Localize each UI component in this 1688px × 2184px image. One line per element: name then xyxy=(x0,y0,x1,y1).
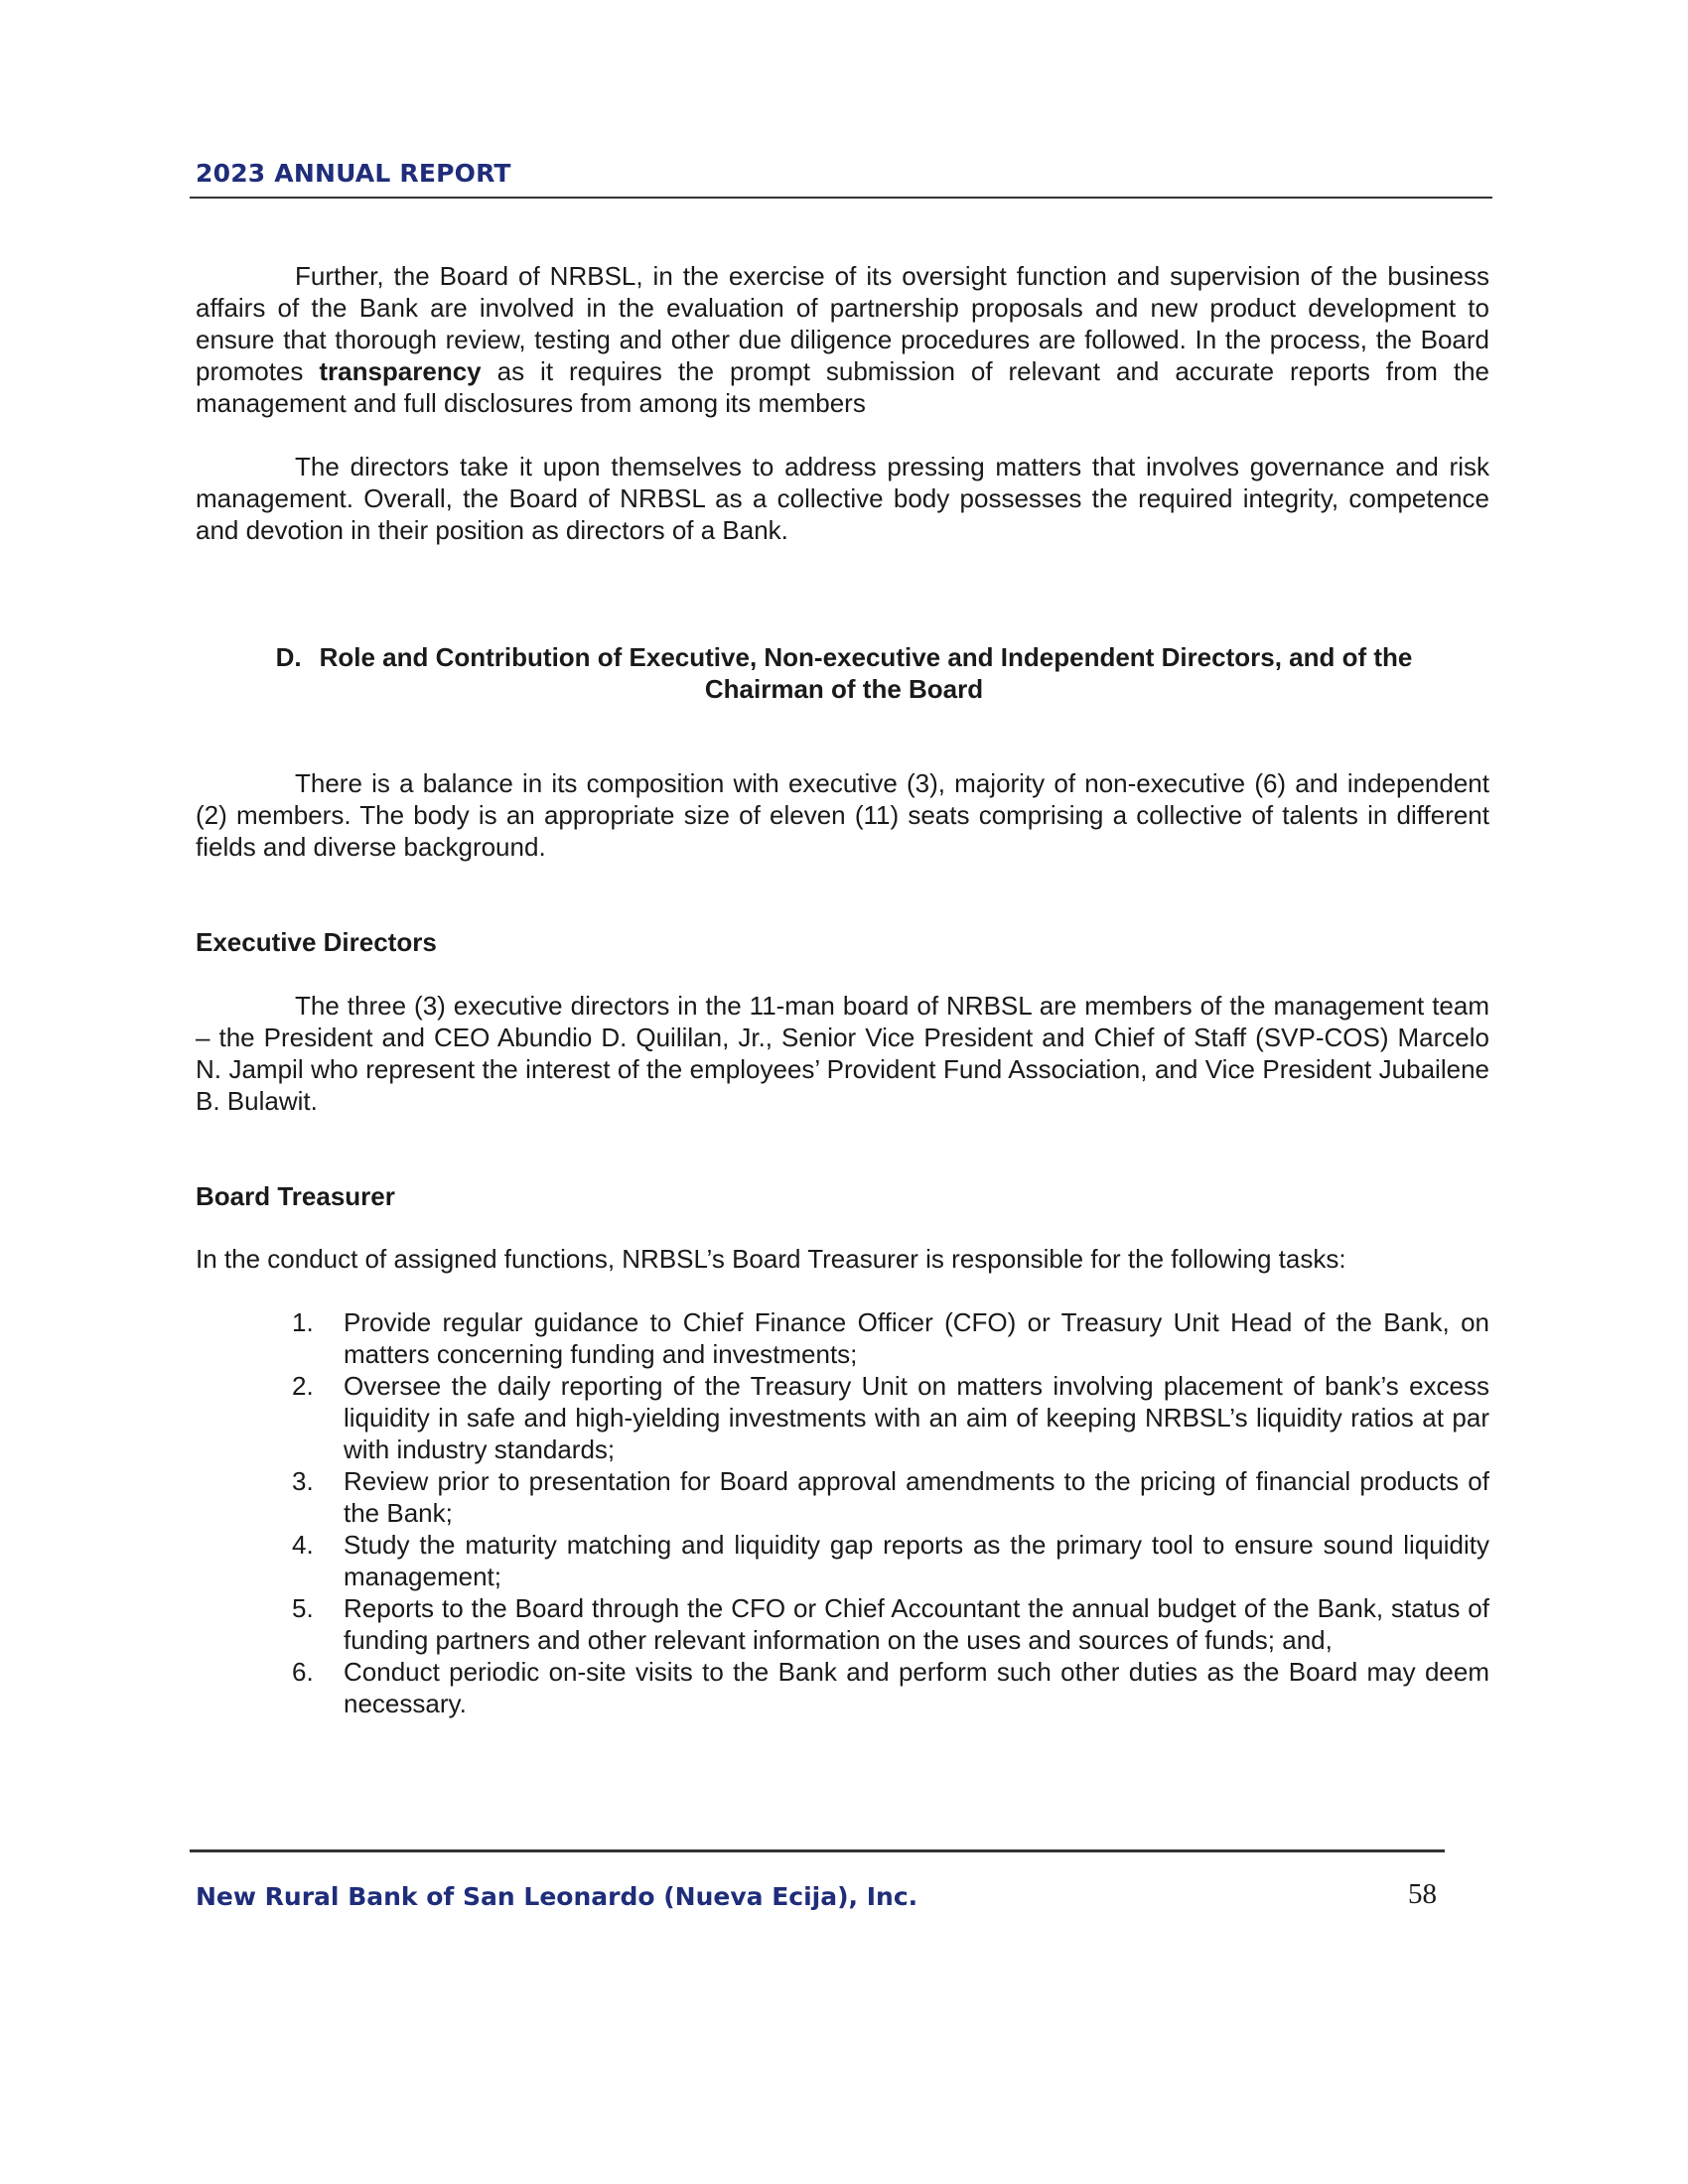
list-item-number: 4. xyxy=(292,1530,314,1560)
paragraph-treasurer-intro: In the conduct of assigned functions, NRBSL’s Board Treasurer is responsible for the following tasks: xyxy=(196,1244,1346,1274)
list-item-text: Oversee the daily reporting of the Treasury Unit on matters involving placement of bank’s excess liquidity in safe and high-yielding investments with an aim of keeping NRBSL’s liquidity ratios at par with industry standards; xyxy=(344,1371,1489,1464)
list-item-text: Study the maturity matching and liquidity gap reports as the primary tool to ensure sound liquidity management; xyxy=(344,1530,1489,1591)
list-item xyxy=(288,1656,1489,1719)
list-item-number: 6. xyxy=(292,1657,314,1687)
section-heading-line xyxy=(228,641,1460,673)
footer-divider xyxy=(190,1849,1445,1852)
heading-executive-directors: Executive Directors xyxy=(196,927,437,957)
footer-bank-name: New Rural Bank of San Leonardo (Nueva Ecija), Inc. xyxy=(196,1882,918,1911)
treasurer-task-list xyxy=(288,1306,1489,1719)
list-item xyxy=(288,1465,1489,1529)
list-item-number: 3. xyxy=(292,1466,314,1496)
list-item xyxy=(288,1306,1489,1370)
paragraph-text: Further, the Board of NRBSL, in the exercise of its oversight function and supervision of the business affairs of the Bank are involved in the evaluation of partnership proposals and new product development to ensure that thorough review, testing and other due diligence procedures are followed. In the process, the Board promotes xyxy=(196,261,1489,386)
list-item-text: Reports to the Board through the CFO or Chief Accountant the annual budget of the Bank, status of funding partners and other relevant information on the uses and sources of funds; and, xyxy=(344,1593,1489,1655)
list-item-text: Review prior to presentation for Board approval amendments to the pricing of financial products of the Bank; xyxy=(344,1466,1489,1528)
heading-board-treasurer: Board Treasurer xyxy=(196,1181,395,1211)
section-title-line-1: Role and Contribution of Executive, Non-executive and Independent Directors, and of the xyxy=(319,642,1413,672)
paragraph-text: as it requires the prompt submission of relevant and accurate reports from the management and full disclosures from among its members xyxy=(196,356,1489,418)
section-letter: D. xyxy=(275,642,302,672)
list-item-text: Conduct periodic on-site visits to the Bank and perform such other duties as the Board may deem necessary. xyxy=(344,1657,1489,1718)
list-item-number: 5. xyxy=(292,1593,314,1623)
page-number: 58 xyxy=(1408,1878,1437,1910)
list-item-text: Provide regular guidance to Chief Finance Officer (CFO) or Treasury Unit Head of the Bank, on matters concerning funding and investments; xyxy=(344,1307,1489,1369)
list-item-number: 2. xyxy=(292,1371,314,1401)
list-item xyxy=(288,1529,1489,1592)
bold-term-transparency: transparency xyxy=(319,356,482,386)
header-divider xyxy=(190,197,1492,199)
list-item xyxy=(288,1592,1489,1656)
section-d-heading xyxy=(228,641,1460,705)
section-title-line-2: Chairman of the Board xyxy=(704,674,984,704)
paragraph-board-oversight xyxy=(196,260,1489,419)
report-title: 2023 ANNUAL REPORT xyxy=(196,159,511,188)
paragraph-directors-matters: The directors take it upon themselves to address pressing matters that involves governance and risk management. Overall, the Board of NRBSL as a collective body possesses the required integrity, competence and devotion in their position as directors of a Bank. xyxy=(196,452,1489,545)
list-item xyxy=(288,1370,1489,1465)
paragraph-board-composition: There is a balance in its composition with executive (3), majority of non-executive (6) and independent (2) members. The body is an appropriate size of eleven (11) seats comprising a collective of talents in different fields and diverse background. xyxy=(196,768,1489,862)
list-item-number: 1. xyxy=(292,1307,314,1337)
paragraph-executive-directors: The three (3) executive directors in the 11-man board of NRBSL are members of the management team – the President and CEO Abundio D. Quililan, Jr., Senior Vice President and Chief of Staff (SVP-COS) Marcelo N. Jampil who represent the interest of the employees’ Provident Fund Association, and Vice President Jubailene B. Bulawit. xyxy=(196,991,1489,1116)
